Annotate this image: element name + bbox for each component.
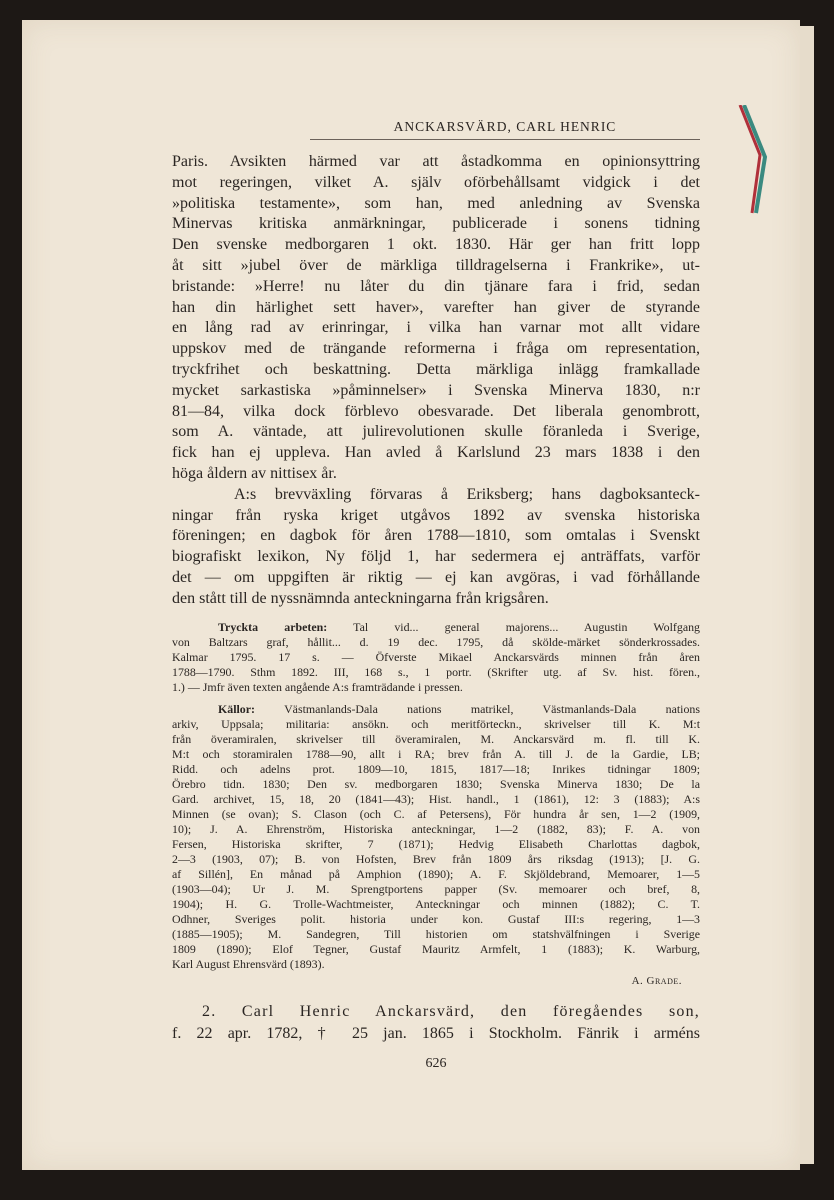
page-edge (800, 26, 814, 1164)
text-line: »politiska testamente», som han, med anledning av Svenska (172, 194, 700, 212)
bibliography-line (172, 620, 700, 635)
page-number: 626 (425, 1055, 447, 1071)
line-text: (1885—1905); M. Sandegren, Till historien om statshvälfningen i Sverige (172, 926, 700, 941)
next-entry-title: 2. Carl Henric Anckarsvärd, den föregåendes son, (202, 1002, 700, 1020)
line-text: 2—3 (1903, 07); B. von Hofsten, Brev från 1809 års riksdag (1913); [J. G. (172, 851, 700, 866)
text-line: som A. väntade, att julirevolutionen skulle föranleda i Sverige, (172, 423, 700, 441)
line-text: 1.) — Jmfr även texten angående A:s framträdande i pressen. (172, 679, 463, 694)
text-line: mycket sarkastiska »påminnelser» i Svenska Minerva 1830, n:r (172, 381, 700, 399)
line-text: 1904); H. G. Trolle-Wachtmeister, Anteckningar och minnen (1882); C. T. (172, 896, 700, 911)
bibliography-line (172, 957, 700, 972)
text-line: föreningen; en dagbok för åren 1788—1810, som omtalas i Svenskt (172, 527, 700, 545)
bibliography-line (172, 912, 700, 927)
bibliography-line (172, 822, 700, 837)
text-line: en lång rad av erinringar, i vilka han varnar mot allt vidare (172, 319, 700, 337)
text-line: tryckfrihet och beskattning. Detta märkliga inlägg framkallade (172, 360, 700, 378)
bibliography-line (172, 702, 700, 717)
text-line: biografiskt lexikon, Ny följd 1, har sedermera ej anträffats, varför (172, 548, 700, 566)
author-signature: A. Grade. (631, 974, 682, 987)
bibliography-line (172, 897, 700, 912)
bibliography-line (172, 680, 700, 695)
text-line: bristande: »Herre! nu låter du din tjänare fara i frid, sedan (172, 277, 700, 295)
line-text: Fersen, Historiska skrifter, 7 (1871); Hedvig Elisabeth Charlottas dagbok, (172, 836, 700, 851)
sources-section (172, 702, 700, 972)
line-text: Kalmar 1795. 17 s. — Öfverste Mikael Anckarsvärds minnen från åren (172, 649, 700, 664)
bibliography-line (172, 807, 700, 822)
text-line: höga åldern av nittisex år. (172, 464, 337, 482)
line-text: Minnen (se ovan); S. Clason (och C. af Petersens), För hundra år sen, 1—2 (1909, (172, 806, 700, 821)
text-line: Minervas kritiska anmärkningar, publicerade i sonens tidning (172, 215, 700, 233)
line-text: von Baltzars graf, hållit... d. 19 dec. 1795, då skölde-märket sönderkrossades. (172, 634, 700, 649)
text-line: den stått till de nyssnämnda anteckningarna från krigsåren. (172, 589, 549, 607)
line-text: Ridd. och adelns prot. 1809—10, 1815, 1817—18; Inrikes tidningar 1809; (172, 761, 700, 776)
bibliography-line (172, 927, 700, 942)
main-text (172, 152, 700, 610)
line-text: (1903—04); Ur J. M. Sprengtportens papper (Sv. memoarer och bref, 8, (172, 881, 700, 896)
page-content (172, 118, 700, 1073)
section-label: Källor: (218, 701, 255, 716)
text-line: A:s brevväxling förvaras å Eriksberg; hans dagboksanteck- (234, 485, 700, 503)
bookmark-ribbon-icon (738, 105, 768, 215)
bibliography-line (172, 882, 700, 897)
text-line: det — om uppgiften är riktig — ej kan avgöras, i vad förhållande (172, 568, 700, 586)
text-line: 81—84, vilka dock förblevo obesvarade. Det liberala genombrott, (172, 402, 700, 420)
text-line: uppskov med de trängande reformerna i fråga om representation, (172, 340, 700, 358)
running-header: ANCKARSVÄRD, CARL HENRIC (393, 119, 617, 134)
bibliography (172, 620, 700, 989)
text-line: Paris. Avsikten härmed var att åstadkomma en opinionsyttring (172, 153, 700, 170)
bibliography-line (172, 650, 700, 665)
next-entry (172, 1001, 700, 1045)
bibliography-line (172, 717, 700, 732)
bibliography-line (172, 777, 700, 792)
line-text: från överamiralen, skrivelser till överamiralen, M. Anckarsvärd m. fl. till K. (172, 731, 700, 746)
next-entry-line: f. 22 apr. 1782, † 25 jan. 1865 i Stockholm. Fänrik i arméns (172, 1024, 700, 1042)
line-text: 1788—1790. Sthm 1892. III, 168 s., 1 portr. (Skrifter utg. af Sv. hist. fören., (172, 664, 700, 679)
bibliography-line (172, 867, 700, 882)
line-text: Västmanlands-Dala nations matrikel, Västmanlands-Dala nations (284, 701, 700, 716)
bibliography-line (172, 665, 700, 680)
bibliography-line (172, 762, 700, 777)
section-label: Tryckta arbeten: (218, 619, 328, 634)
bibliography-line (172, 852, 700, 867)
printed-works-section (172, 620, 700, 695)
bibliography-line (172, 942, 700, 957)
bibliography-line (172, 635, 700, 650)
line-text: Karl August Ehrensvärd (1893). (172, 956, 325, 971)
line-text: arkiv, Uppsala; militaria: ansökn. och meritförteckn., skrivelser till K. M:t (172, 716, 700, 731)
text-line: ningar från ryska kriget utgåvos 1892 av svenska historiska (172, 506, 700, 524)
line-text: Tal vid... general majorens... Augustin Wolfgang (353, 619, 700, 634)
text-line: åt sitt »jubel över de märkliga tilldragelserna i Frankrike», ut- (172, 256, 700, 274)
line-text: 10); J. A. Ehrenström, Historiska anteckningar, 1—2 (1882, 83); F. A. von (172, 821, 700, 836)
text-line: mot regeringen, vilket A. själv oförbehållsamt vidgick i det (172, 173, 700, 191)
line-text: Odhner, Sveriges polit. historia under kon. Gustaf III:s regering, 1—3 (172, 911, 700, 926)
bibliography-line (172, 732, 700, 747)
line-text: 1809 (1890); Elof Tegner, Gustaf Mauritz Armfelt, 1 (1883); K. Warburg, (172, 941, 700, 956)
line-text: af Sillén], En månad på Amphion (1890); A. F. Skjöldebrand, Memoarer, 1—5 (172, 866, 700, 881)
bibliography-line (172, 792, 700, 807)
line-text: M:t och storamiralen 1788—90, allt i RA; brev från A. till J. de la Gardie, LB; (172, 746, 700, 761)
bibliography-line (172, 837, 700, 852)
bibliography-line (172, 747, 700, 762)
text-line: fick han ej uppleva. Han avled å Karlslund 23 mars 1838 i den (172, 444, 700, 462)
line-text: Örebro tidn. 1830; Den sv. medborgaren 1830; Svenska Minerva 1830; De la (172, 776, 700, 791)
text-line: Den svenske medborgaren 1 okt. 1830. Här ger han fritt lopp (172, 236, 700, 254)
line-text: Gard. archivet, 15, 18, 20 (1841—43); Hist. handl., 1 (1861), 12: 3 (1883); A:s (172, 791, 700, 806)
text-line: han din härlighet sett haver», varefter han giver de styrande (172, 298, 700, 316)
header-rule (310, 139, 700, 140)
